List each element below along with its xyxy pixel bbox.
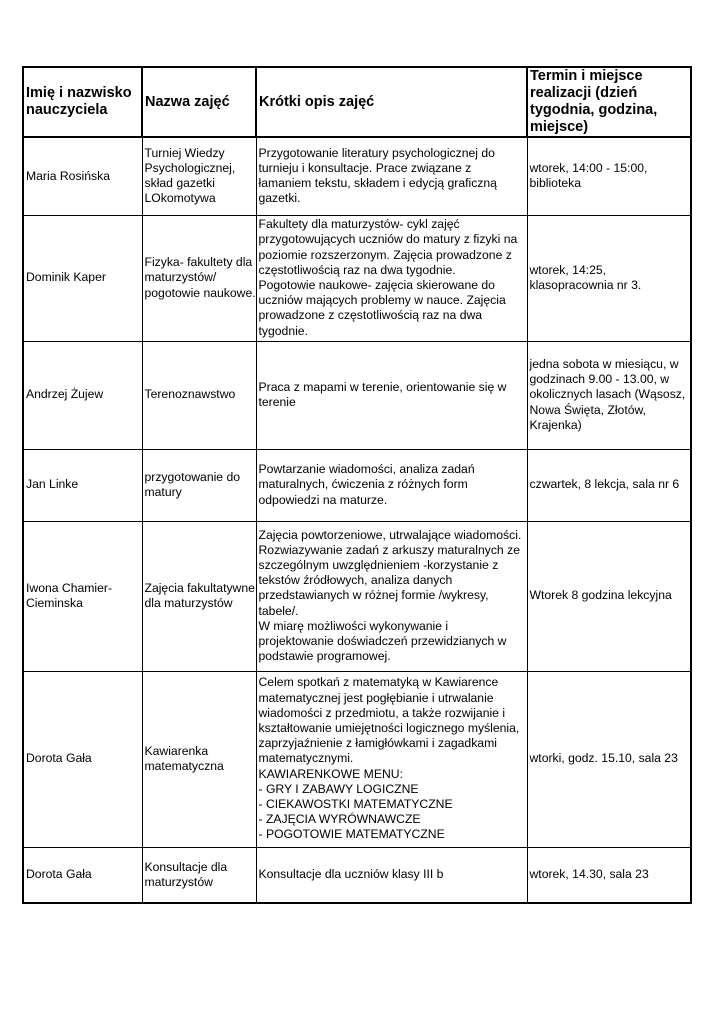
cell-line: tabele/. bbox=[258, 603, 299, 618]
cell-line: matematycznymi. bbox=[258, 751, 354, 766]
cell-line: Pogotowie naukowe- zajęcia skierowane do bbox=[258, 278, 495, 292]
cell-line: Rozwiazywanie zadań z arkuszy maturalnych ze bbox=[258, 542, 520, 557]
teacher-cell bbox=[23, 847, 142, 903]
cell-line: Dorota Gała bbox=[26, 751, 92, 766]
cell-line: maturzystów bbox=[144, 874, 213, 889]
cell-line: Celem spotkań z matematyką w Kawiarence bbox=[258, 675, 499, 690]
cell-line: Andrzej Żujew bbox=[26, 387, 104, 402]
cell-line: wtorek, 14.30, sala 23 bbox=[529, 867, 649, 882]
activities-table bbox=[22, 66, 692, 904]
cell-line: okolicznych lasach (Wąsosz, bbox=[529, 387, 686, 402]
cell-line: matematyczna bbox=[144, 759, 224, 773]
header-schedule-line: tygodnia, godzina, bbox=[530, 102, 658, 118]
cell-line: czwartek, 8 lekcja, sala nr 6 bbox=[529, 477, 680, 492]
table-row bbox=[23, 671, 691, 847]
cell-line: Powtarzanie wiadomości, analiza zadań bbox=[258, 462, 475, 477]
header-description-line: Krótki opis zajęć bbox=[259, 93, 375, 110]
schedule-cell bbox=[527, 215, 691, 341]
header-schedule-line: Termin i miejsce bbox=[530, 68, 643, 84]
cell-line: wiadomości z przedmiotu, a także rozwijanie i bbox=[258, 705, 506, 720]
header-teacher-line: nauczyciela bbox=[26, 102, 108, 118]
activity-name-cell bbox=[142, 671, 256, 847]
description-cell bbox=[256, 215, 527, 341]
cell-line: matury bbox=[144, 485, 182, 499]
cell-line: łamaniem tekstu, składem i edycją graficzną bbox=[258, 176, 497, 191]
header-schedule bbox=[527, 67, 691, 137]
cell-line: Kawiarenka bbox=[144, 743, 209, 758]
description-cell bbox=[256, 341, 527, 449]
schedule-cell bbox=[527, 341, 691, 449]
cell-line: terenie bbox=[258, 395, 296, 409]
header-activity-name-line: Nazwa zajęć bbox=[145, 93, 230, 110]
cell-line: matematycznej jest pogłębianie i utrwalanie bbox=[258, 690, 494, 705]
cell-line: Iwona Chamier- bbox=[26, 580, 113, 595]
cell-line: projektowanie doświadczeń przewidzianych w bbox=[258, 634, 507, 648]
schedule-cell bbox=[527, 847, 691, 903]
cell-line: pogotowie naukowe. bbox=[144, 285, 256, 300]
cell-line: dla maturzystów bbox=[144, 596, 233, 610]
cell-line: uczniów mających problemy w nauce. Zajęcia bbox=[258, 293, 506, 308]
cell-line: Przygotowanie literatury psychologicznej do bbox=[258, 145, 495, 160]
cell-line: - POGOTOWIE MATEMATYCZNE bbox=[258, 827, 445, 842]
cell-line: - ZAJĘCIA WYRÓWNAWCZE bbox=[258, 812, 421, 827]
cell-line: przygotowujących uczniów do matury z fizyki na bbox=[258, 232, 518, 247]
cell-line: prowadzone z częstotliwością raz na dwa bbox=[258, 308, 483, 323]
cell-line: szczególnym uwzględnieniem -korzystanie z bbox=[258, 557, 499, 572]
cell-line: KAWIARENKOWE MENU: bbox=[258, 766, 403, 781]
cell-line: maturzystów/ bbox=[144, 270, 217, 285]
cell-line: odpowiedzi na maturze. bbox=[258, 492, 388, 507]
header-description bbox=[256, 67, 527, 137]
cell-line: jedna sobota w miesiącu, w bbox=[529, 356, 679, 371]
cell-line: Fakultety dla maturzystów- cykl zajęć bbox=[258, 217, 460, 232]
activity-name-cell bbox=[142, 341, 256, 449]
teacher-cell bbox=[23, 521, 142, 671]
cell-line: biblioteka bbox=[529, 176, 581, 191]
cell-line: Zajęcia powtorzeniowe, utrwalające wiadomości. bbox=[258, 527, 522, 542]
cell-line: wtorek, 14:25, bbox=[529, 262, 607, 277]
cell-line: - GRY I ZABAWY LOGICZNE bbox=[258, 781, 419, 796]
header-teacher-line: Imię i nazwisko bbox=[26, 85, 132, 101]
cell-line: Psychologicznej, bbox=[144, 161, 236, 176]
table-row bbox=[23, 449, 691, 521]
cell-line: godzinach 9.00 - 13.00, w bbox=[529, 372, 670, 387]
header-row bbox=[23, 67, 691, 137]
cell-line: przygotowanie do bbox=[144, 469, 241, 484]
table-row bbox=[23, 521, 691, 671]
cell-line: Wtorek 8 godzina lekcyjna bbox=[529, 588, 672, 603]
schedule-cell bbox=[527, 137, 691, 215]
cell-line: Nowa Święta, Złotów, bbox=[529, 402, 647, 417]
cell-line: Terenoznawstwo bbox=[144, 387, 236, 402]
cell-line: Cieminska bbox=[26, 596, 83, 610]
cell-line: poziomie rozszerzonym. Zajęcia prowadzone z bbox=[258, 247, 512, 262]
header-schedule-line: realizacji (dzień bbox=[530, 85, 638, 101]
cell-line: przedstawianych w różnej formie /wykresy, bbox=[258, 588, 489, 603]
header-teacher bbox=[23, 67, 142, 137]
cell-line: LOkomotywa bbox=[144, 191, 216, 206]
description-cell bbox=[256, 449, 527, 521]
cell-line: tekstów źródłowych, analiza danych bbox=[258, 573, 453, 588]
cell-line: gazetki. bbox=[258, 191, 301, 206]
cell-line: Maria Rosińska bbox=[26, 168, 110, 183]
header-activity-name bbox=[142, 67, 256, 137]
cell-line: wtorek, 14:00 - 15:00, bbox=[529, 161, 648, 176]
schedule-cell bbox=[527, 671, 691, 847]
cell-line: Turniej Wiedzy bbox=[144, 145, 225, 160]
teacher-cell bbox=[23, 449, 142, 521]
cell-line: Dorota Gała bbox=[26, 867, 92, 882]
activity-name-cell bbox=[142, 847, 256, 903]
cell-line: Konsultacje dla bbox=[144, 859, 228, 874]
teacher-cell bbox=[23, 137, 142, 215]
cell-line: tygodnie. bbox=[258, 323, 308, 338]
cell-line: Jan Linke bbox=[26, 477, 79, 492]
activity-name-cell bbox=[142, 137, 256, 215]
table-row bbox=[23, 137, 691, 215]
cell-line: zaprzyjaźnienie z łamigłówkami i zagadkami bbox=[258, 736, 497, 751]
activity-name-cell bbox=[142, 449, 256, 521]
cell-line: Zajęcia fakultatywne bbox=[144, 580, 255, 595]
cell-line: skład gazetki bbox=[144, 176, 215, 191]
description-cell bbox=[256, 137, 527, 215]
header-schedule-line: miejsce) bbox=[530, 119, 589, 135]
table-row bbox=[23, 215, 691, 341]
teacher-cell bbox=[23, 341, 142, 449]
cell-line: Fizyka- fakultety dla bbox=[144, 255, 253, 270]
cell-line: częstotliwością raz na dwa tygodnie. bbox=[258, 262, 456, 277]
description-cell bbox=[256, 521, 527, 671]
schedule-cell bbox=[527, 449, 691, 521]
cell-line: turnieju i konsultacje. Prace związane z bbox=[258, 161, 472, 176]
cell-line: - CIEKAWOSTKI MATEMATYCZNE bbox=[258, 797, 453, 811]
schedule-cell bbox=[527, 521, 691, 671]
cell-line: wtorki, godz. 15.10, sala 23 bbox=[529, 751, 678, 766]
cell-line: klasopracownia nr 3. bbox=[529, 278, 642, 292]
activity-name-cell bbox=[142, 521, 256, 671]
cell-line: W miarę możliwości wykonywanie i bbox=[258, 618, 449, 633]
description-cell bbox=[256, 847, 527, 903]
teacher-cell bbox=[23, 671, 142, 847]
table-row bbox=[23, 341, 691, 449]
cell-line: Dominik Kaper bbox=[26, 270, 106, 285]
teacher-cell bbox=[23, 215, 142, 341]
cell-line: Praca z mapami w terenie, orientowanie się w bbox=[258, 379, 507, 394]
activity-name-cell bbox=[142, 215, 256, 341]
cell-line: kształtowanie umiejętności logicznego myślenia, bbox=[258, 720, 520, 735]
table-row bbox=[23, 847, 691, 903]
cell-line: maturalnych, ćwiczenia z różnych form bbox=[258, 477, 468, 492]
cell-line: Krajenka) bbox=[529, 417, 582, 432]
cell-line: Konsultacje dla uczniów klasy III b bbox=[258, 867, 444, 882]
cell-line: podstawie programowej. bbox=[258, 649, 391, 664]
description-cell bbox=[256, 671, 527, 847]
